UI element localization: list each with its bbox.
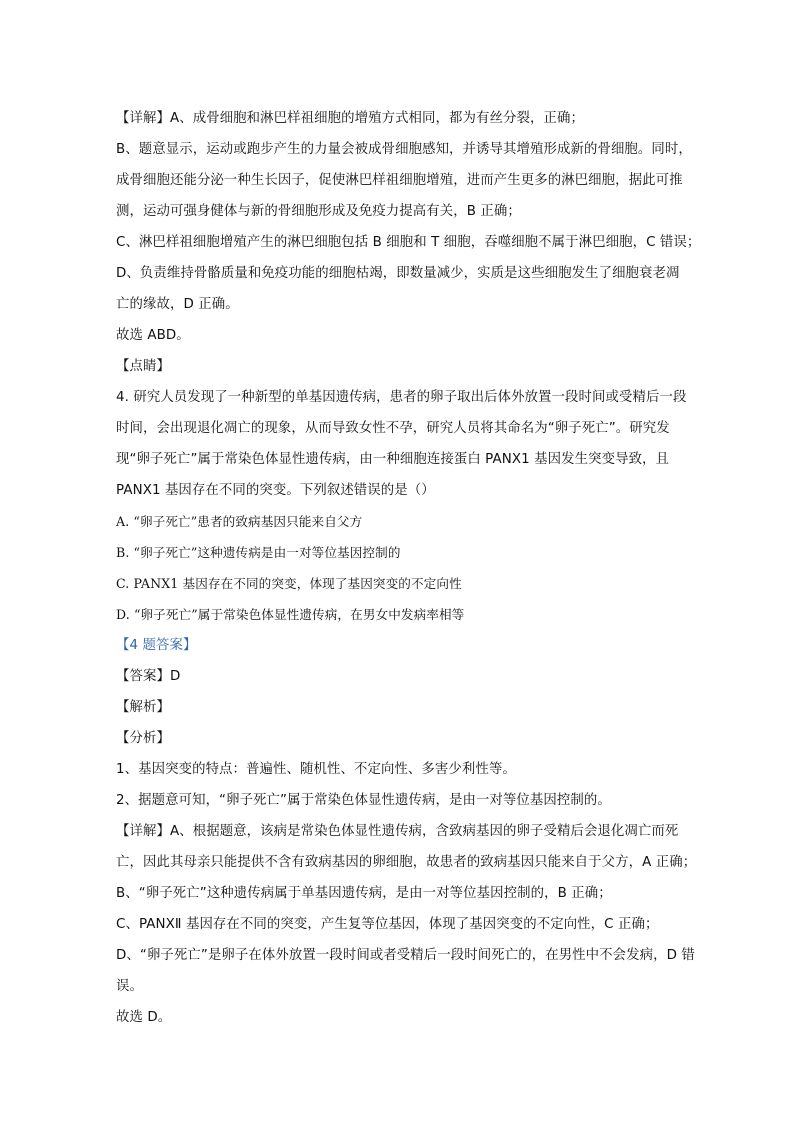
detail-line-5: D、“卵子死亡”是卵子在体外放置一段时间或者受精后一段时间死亡的，在男性中不会发病，D 错 [116,948,695,963]
question-stem-line-3: 现“卵子死亡”属于常染色体显性遗传病，由一种细胞连接蛋白 PANX1 基因发生突变导致，且 [116,452,670,467]
analysis-header: 【解析】 [116,700,170,715]
detail-line-4: C、PANXⅡ 基因存在不同的突变，产生复等位基因，体现了基因突变的不定向性，C 正确； [116,917,659,932]
detail-prev-line-1: 【详解】A、成骨细胞和淋巴样祖细胞的增殖方式相同，都为有丝分裂，正确； [116,111,584,126]
question-stem-line-2: 时间，会出现退化凋亡的现象，从而导致女性不孕，研究人员将其命名为“卵子死亡”。研究发 [116,421,670,436]
detail-line-6: 误。 [116,979,143,994]
detail-prev-line-3: 成骨细胞还能分泌一种生长因子，促使淋巴样祖细胞增殖，进而产生更多的淋巴细胞，据此可推 [116,173,683,188]
detail-prev-line-6: D、负责维持骨骼质量和免疫功能的细胞枯竭，即数量减少，实质是这些细胞发生了细胞衰老凋 [116,266,680,281]
detail-line-3: B、“卵子死亡”这种遗传病属于单基因遗传病，是由一对等位基因控制的，B 正确； [116,886,612,901]
question-stem-line-4: PANX1 基因存在不同的突变。下列叙述错误的是（） [116,483,435,498]
option-d: D. “卵子死亡”属于常染色体显性遗传病，在男女中发病率相等 [116,607,465,622]
detail-line-7: 故选 D。 [116,1010,172,1025]
option-c: C. PANX1 基因存在不同的突变，体现了基因突变的不定向性 [116,576,462,591]
fenxi-line-1: 1、基因突变的特点：普遍性、随机性、不定向性、多害少利性等。 [116,762,516,777]
answer-section-header: 【4 题答案】 [116,638,197,653]
detail-prev-line-8: 故选 ABD。 [116,328,190,343]
page-content [116,103,704,1033]
detail-prev-line-7: 亡的缘故，D 正确。 [116,297,239,312]
detail-line-1: 【详解】A、根据题意，该病是常染色体显性遗传病，含致病基因的卵子受精后会退化凋亡而死 [116,824,679,839]
dianjing-header: 【点睛】 [116,359,170,374]
fenxi-line-2: 2、据题意可知，“卵子死亡”属于常染色体显性遗传病，是由一对等位基因控制的。 [116,793,611,808]
detail-prev-line-5: C、淋巴样祖细胞增殖产生的淋巴细胞包括 B 细胞和 T 细胞，吞噬细胞不属于淋巴细胞，C 错误； [116,235,701,250]
fenxi-header: 【分析】 [116,731,170,746]
question-stem-line-1: 4. 研究人员发现了一种新型的单基因遗传病，患者的卵子取出后体外放置一段时间或受精后一段 [116,390,687,405]
detail-prev-line-2: B、题意显示，运动或跑步产生的力量会被成骨细胞感知，并诱导其增殖形成新的骨细胞。同时， [116,142,692,157]
option-a: A. “卵子死亡”患者的致病基因只能来自父方 [116,514,363,529]
detail-line-2: 亡，因此其母亲只能提供不含有致病基因的卵细胞，故患者的致病基因只能来自于父方，A 正确； [116,855,697,870]
detail-prev-line-4: 测，运动可强身健体与新的骨细胞形成及免疫力提高有关，B 正确； [116,204,521,219]
option-b: B. “卵子死亡”这种遗传病是由一对等位基因控制的 [116,545,401,560]
answer-line: 【答案】D [116,669,181,684]
